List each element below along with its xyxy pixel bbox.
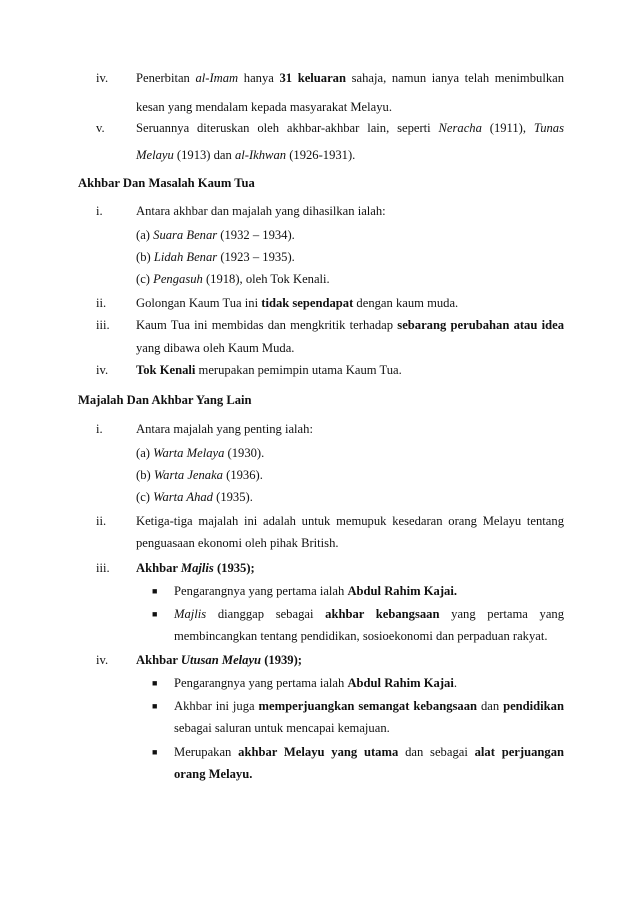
square-bullet-icon: ■ xyxy=(152,609,158,619)
square-bullet-icon: ■ xyxy=(152,747,158,757)
item-number: iv. xyxy=(96,653,109,667)
list-item-text: Ketiga-tiga majalah ini adalah untuk memupuk kesedaran orang Melayu tentang xyxy=(136,514,564,528)
bullet-text: Akhbar ini juga memperjuangkan semangat kebangsaan dan pendidikan xyxy=(174,699,564,713)
sub-item: (b) Warta Jenaka (1936). xyxy=(136,468,263,482)
bullet-text: Merupakan akhbar Melayu yang utama dan sebagai alat perjuangan xyxy=(174,745,564,759)
item-number: iv. xyxy=(96,363,109,377)
list-item-text: Antara majalah yang penting ialah: xyxy=(136,422,313,436)
square-bullet-icon: ■ xyxy=(152,586,158,596)
bullet-text: Pengarangnya yang pertama ialah Abdul Rahim Kajai. xyxy=(174,676,457,690)
list-item-text: Akhbar Majlis (1935); xyxy=(136,561,255,575)
section-heading: Majalah Dan Akhbar Yang Lain xyxy=(78,393,252,407)
sub-item: (a) Warta Melaya (1930). xyxy=(136,446,265,460)
sub-item: (b) Lidah Benar (1923 – 1935). xyxy=(136,250,295,264)
item-number: i. xyxy=(96,422,103,436)
item-number: ii. xyxy=(96,514,107,528)
list-item-text: Kaum Tua ini membidas dan mengkritik terhadap sebarang perubahan atau idea xyxy=(136,318,564,332)
sub-item: (c) Warta Ahad (1935). xyxy=(136,490,253,504)
list-item-text: Antara akhbar dan majalah yang dihasilkan ialah: xyxy=(136,204,386,218)
bullet-text: orang Melayu. xyxy=(174,767,253,781)
square-bullet-icon: ■ xyxy=(152,701,158,711)
item-number: iv. xyxy=(96,71,109,85)
square-bullet-icon: ■ xyxy=(152,678,158,688)
list-item-text: Golongan Kaum Tua ini tidak sependapat dengan kaum muda. xyxy=(136,296,459,310)
item-number: i. xyxy=(96,204,103,218)
list-item-text: Tok Kenali merupakan pemimpin utama Kaum Tua. xyxy=(136,363,402,377)
list-item-text: Akhbar Utusan Melayu (1939); xyxy=(136,653,302,667)
bullet-text: membincangkan tentang pendidikan, sosioekonomi dan perpaduan rakyat. xyxy=(174,629,548,643)
list-item-text: penguasaan ekonomi oleh pihak British. xyxy=(136,536,339,550)
list-item-text: kesan yang mendalam kepada masyarakat Melayu. xyxy=(136,100,392,114)
list-item-text: Melayu (1913) dan al-Ikhwan (1926-1931). xyxy=(136,148,356,162)
list-item-text: yang dibawa oleh Kaum Muda. xyxy=(136,341,295,355)
bullet-text: sebagai saluran untuk mencapai kemajuan. xyxy=(174,721,390,735)
item-number: iii. xyxy=(96,318,110,332)
list-item-text: Penerbitan al-Imam hanya 31 keluaran sahaja, namun ianya telah menimbulkan xyxy=(136,71,565,85)
item-number: ii. xyxy=(96,296,107,310)
section-heading: Akhbar Dan Masalah Kaum Tua xyxy=(78,176,255,190)
bullet-text: Majlis dianggap sebagai akhbar kebangsaan yang pertama yang xyxy=(174,607,565,621)
sub-item: (a) Suara Benar (1932 – 1934). xyxy=(136,228,295,242)
item-number: v. xyxy=(96,121,105,135)
bullet-text: Pengarangnya yang pertama ialah Abdul Rahim Kajai. xyxy=(174,584,457,598)
list-item-text: Seruannya diteruskan oleh akhbar-akhbar lain, seperti Neracha (1911), Tunas xyxy=(136,121,564,135)
item-number: iii. xyxy=(96,561,110,575)
sub-item: (c) Pengasuh (1918), oleh Tok Kenali. xyxy=(136,272,330,286)
